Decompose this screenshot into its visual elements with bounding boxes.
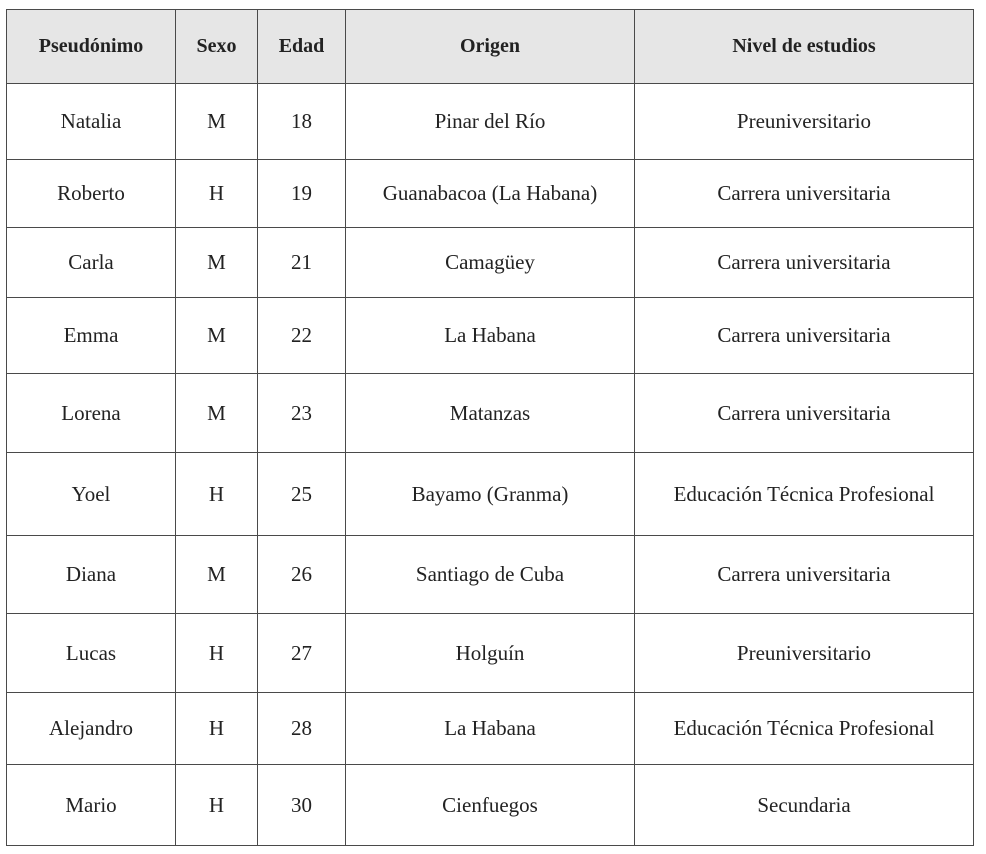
cell-sexo: H (176, 614, 258, 693)
cell-nivel-de-estudios: Carrera universitaria (635, 160, 974, 228)
header-pseudonimo: Pseudónimo (7, 10, 176, 84)
cell-sexo: M (176, 374, 258, 453)
cell-nivel-de-estudios: Carrera universitaria (635, 228, 974, 298)
table-row (7, 298, 974, 374)
cell-pseudonimo: Carla (7, 228, 176, 298)
cell-sexo: M (176, 536, 258, 614)
cell-sexo: M (176, 298, 258, 374)
table-header (7, 10, 974, 84)
header-row (7, 10, 974, 84)
cell-nivel-de-estudios: Educación Técnica Profesional (635, 693, 974, 765)
table-row (7, 536, 974, 614)
cell-origen: Pinar del Río (346, 84, 635, 160)
cell-pseudonimo: Emma (7, 298, 176, 374)
cell-nivel-de-estudios: Carrera universitaria (635, 374, 974, 453)
cell-sexo: H (176, 160, 258, 228)
cell-pseudonimo: Natalia (7, 84, 176, 160)
cell-sexo: M (176, 84, 258, 160)
table-row (7, 453, 974, 536)
cell-origen: Camagüey (346, 228, 635, 298)
cell-sexo: M (176, 228, 258, 298)
participants-table (6, 9, 974, 846)
cell-origen: Holguín (346, 614, 635, 693)
cell-edad: 18 (258, 84, 346, 160)
cell-sexo: H (176, 453, 258, 536)
cell-nivel-de-estudios: Carrera universitaria (635, 536, 974, 614)
header-nivel-de-estudios: Nivel de estudios (635, 10, 974, 84)
cell-pseudonimo: Roberto (7, 160, 176, 228)
cell-pseudonimo: Lucas (7, 614, 176, 693)
cell-pseudonimo: Diana (7, 536, 176, 614)
table-row (7, 693, 974, 765)
table-row (7, 614, 974, 693)
table-body (7, 84, 974, 846)
cell-nivel-de-estudios: Carrera universitaria (635, 298, 974, 374)
cell-nivel-de-estudios: Educación Técnica Profesional (635, 453, 974, 536)
cell-nivel-de-estudios: Preuniversitario (635, 84, 974, 160)
table-row (7, 228, 974, 298)
cell-edad: 23 (258, 374, 346, 453)
header-origen: Origen (346, 10, 635, 84)
table-row (7, 84, 974, 160)
cell-sexo: H (176, 765, 258, 846)
cell-edad: 19 (258, 160, 346, 228)
cell-nivel-de-estudios: Secundaria (635, 765, 974, 846)
cell-edad: 21 (258, 228, 346, 298)
cell-sexo: H (176, 693, 258, 765)
table-row (7, 160, 974, 228)
cell-edad: 28 (258, 693, 346, 765)
cell-edad: 22 (258, 298, 346, 374)
table-row (7, 374, 974, 453)
cell-edad: 30 (258, 765, 346, 846)
cell-origen: Guanabacoa (La Habana) (346, 160, 635, 228)
cell-edad: 26 (258, 536, 346, 614)
cell-pseudonimo: Mario (7, 765, 176, 846)
header-edad: Edad (258, 10, 346, 84)
cell-edad: 27 (258, 614, 346, 693)
cell-origen: Matanzas (346, 374, 635, 453)
cell-origen: La Habana (346, 693, 635, 765)
cell-origen: Bayamo (Granma) (346, 453, 635, 536)
cell-pseudonimo: Alejandro (7, 693, 176, 765)
cell-pseudonimo: Yoel (7, 453, 176, 536)
cell-pseudonimo: Lorena (7, 374, 176, 453)
cell-nivel-de-estudios: Preuniversitario (635, 614, 974, 693)
cell-origen: Cienfuegos (346, 765, 635, 846)
cell-edad: 25 (258, 453, 346, 536)
table-row (7, 765, 974, 846)
cell-origen: Santiago de Cuba (346, 536, 635, 614)
header-sexo: Sexo (176, 10, 258, 84)
cell-origen: La Habana (346, 298, 635, 374)
